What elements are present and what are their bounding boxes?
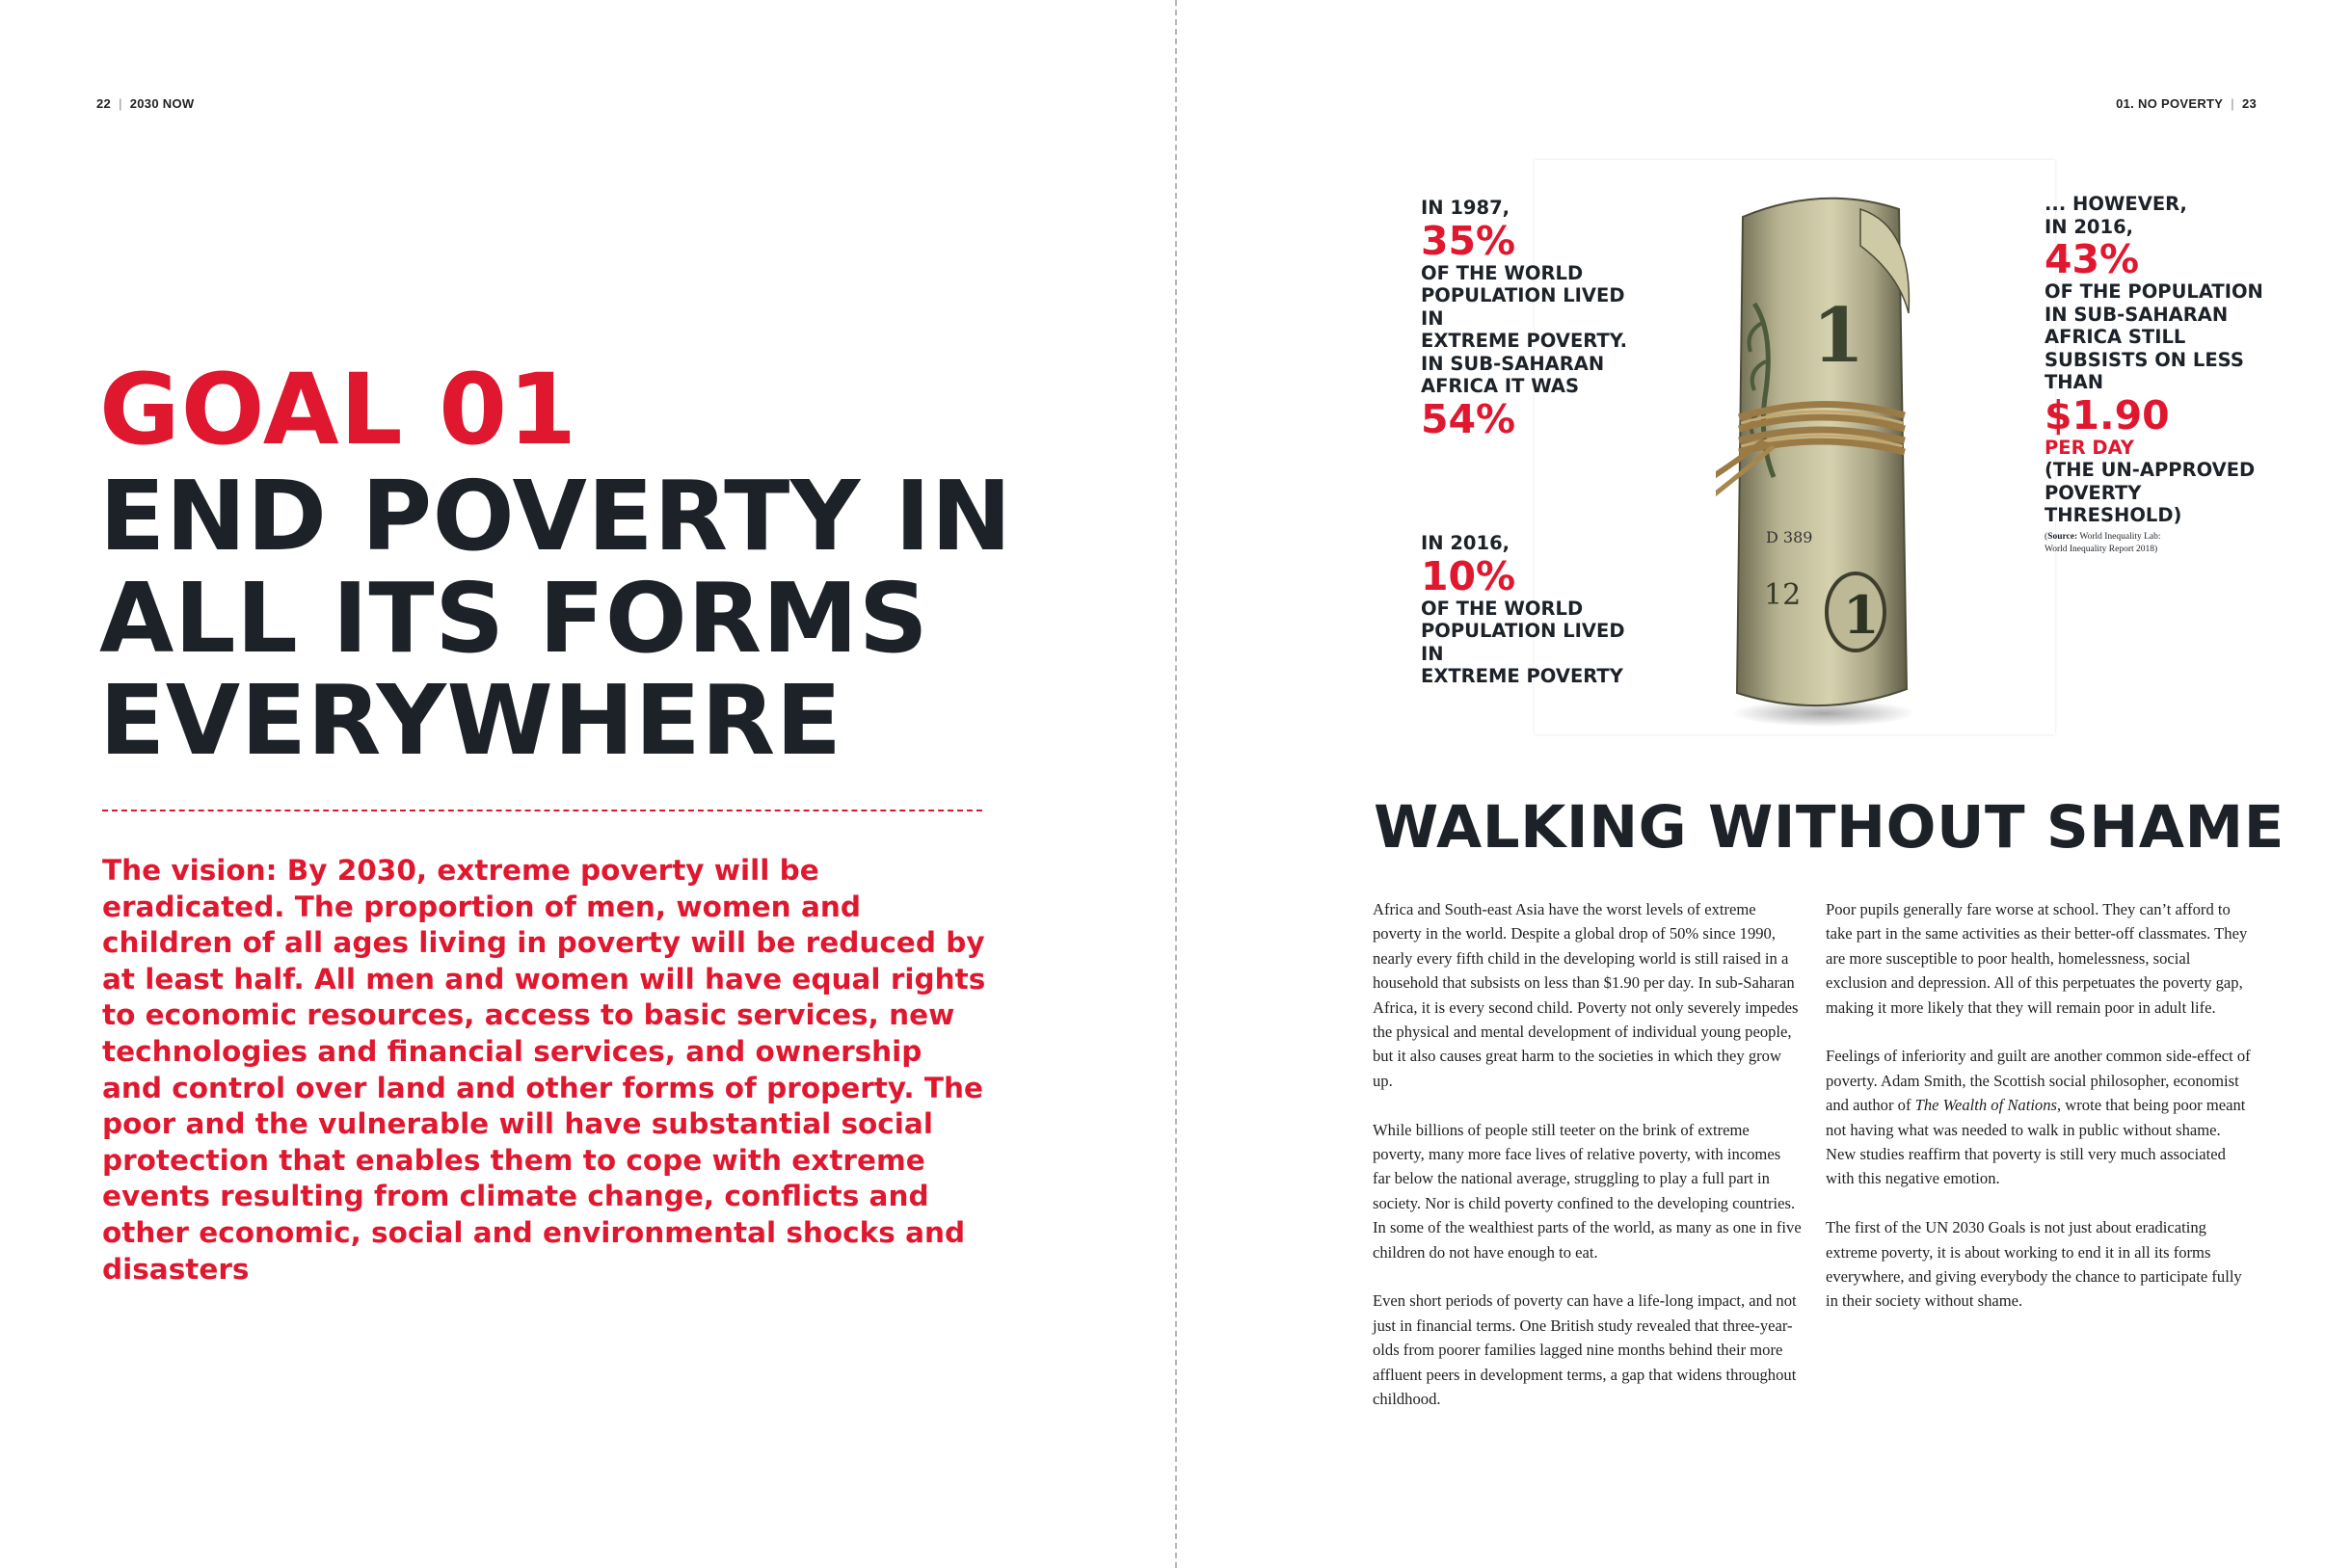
publication-title: 2030 NOW <box>129 96 195 111</box>
source-line: World Inequality Lab: <box>2077 531 2161 542</box>
article-paragraph <box>1826 1044 2255 1190</box>
fact-line: POPULATION LIVED IN <box>1421 620 1625 665</box>
folio-left <box>96 96 194 111</box>
article-paragraph: Poor pupils generally fare worse at school. They can’t afford to take part in the same activities as their better-off classmates. They are more susceptible to poor health, homelessness, social exclusion and depression. All of this perpetuates the poverty gap, making it more likely that they will remain poor in adult life. <box>1826 900 2248 1017</box>
goal-title <box>99 460 1025 777</box>
vision-statement: The vision: By 2030, extreme poverty will be eradicated. The proportion of men, women and children of all ages living in poverty will be reduced by at least half. All men and women will have equal rights to economic resources, access to basic services, new technologies and financial services, and ownership and control over land and other forms of property. The poor and the vulnerable will have substantial social protection that enables them to cope with extreme events resulting from climate change, conflicts and other economic, social and environmental shocks and disasters <box>102 854 986 1286</box>
fact-line: SUBSISTS ON LESS <box>2045 348 2244 371</box>
page-number-left: 22 <box>96 96 112 111</box>
book-title: The Wealth of Nations <box>1914 1096 2057 1115</box>
article-paragraph: While billions of people still teeter on the brink of extreme poverty, many more face lives of relative poverty, with incomes far below the national average, struggling to play a full part in society. Nor is child poverty confined to the developing countries. In some of the wealthiest parts of the world, as many as one in five children do not have enough to eat. <box>1373 1120 1802 1262</box>
fact-line: (THE UN-APPROVED <box>2045 459 2256 481</box>
paragraph-text: , wrote that being poor meant not having what was needed to walk in public without shame. New studies reaffirm that poverty is still very much associated with this negative emotion. <box>1826 1096 2246 1188</box>
goal-title-line: END POVERTY IN <box>99 460 1012 572</box>
page-number-right: 23 <box>2241 96 2257 111</box>
section-name: 01. NO POVERTY <box>2116 96 2224 111</box>
fact-value: 43% <box>2045 236 2140 282</box>
article-title: WALKING WITHOUT SHAME <box>1374 793 2285 862</box>
goal-title-line: EVERYWHERE <box>99 664 842 777</box>
folio-separator: | <box>2231 96 2234 111</box>
paragraph-text: Feelings of inferiority and guilt are another common side-effect of poverty. Adam Smith, the Scottish social philosopher, economist and author of <box>1826 1047 2251 1115</box>
folio-separator: | <box>119 96 122 111</box>
fact-value: 54% <box>1421 395 1516 442</box>
fact-source: (Source: World Inequality Lab: World Inequality Report 2018) <box>2045 531 2161 554</box>
fact-line: IN SUB-SAHARAN <box>1421 352 1605 375</box>
fact-value: 35% <box>1421 217 1516 264</box>
fact-intro: ... HOWEVER, <box>2045 193 2187 215</box>
fact-line: POPULATION LIVED IN <box>1421 284 1625 330</box>
source-line: World Inequality Report 2018) <box>2045 544 2158 554</box>
fact-line: OF THE WORLD <box>1421 597 1584 620</box>
article-paragraph: Africa and South-east Asia have the worst levels of extreme poverty in the world. Despite a global drop of 50% since 1990, nearly every fifth child in the developing world is still raised in a household that subsists on less than $1.90 per day. In sub-Saharan Africa, it is every second child. Poverty not only severely impedes the physical and mental development of individual young people, but it also causes great harm to the societies in which they grow up. <box>1373 900 1799 1090</box>
fact-line: IN SUB-SAHARAN <box>2045 303 2229 326</box>
fact-intro: IN 2016, <box>1421 532 1510 554</box>
article-column-left <box>1373 897 1802 1436</box>
fact-intro: IN 1987, <box>1421 197 1510 219</box>
fact-line: EXTREME POVERTY. <box>1421 330 1628 352</box>
spread-gutter-divider <box>1175 0 1177 1568</box>
bill-serial: D 389 <box>1766 528 1813 546</box>
fact-line: THAN <box>2045 371 2104 393</box>
goal-title-line: ALL ITS FORMS <box>99 562 929 675</box>
article-column-right <box>1826 897 2255 1338</box>
bill-corner-numeral: 1 <box>1843 584 1880 646</box>
fact-line: EXTREME POVERTY <box>1421 665 1623 687</box>
fact-however-2016 <box>2045 193 2276 556</box>
goal-label: GOAL 01 <box>99 353 578 467</box>
article-paragraph: Even short periods of poverty can have a life-long impact, and not just in financial terms. One British study revealed that three-year-olds from poorer families lagged nine months behind their more affluent peers in development terms, a gap that widens throughout childhood. <box>1373 1291 1797 1409</box>
fact-line: OF THE POPULATION <box>2045 280 2263 303</box>
dashed-divider <box>102 810 982 811</box>
fact-value: 10% <box>1421 552 1516 599</box>
fact-2016 <box>1421 532 1652 688</box>
source-label: Source: <box>2047 531 2078 542</box>
fact-per-day: PER DAY <box>2045 436 2134 459</box>
rolled-dollar-bill-image <box>1716 188 1928 728</box>
article-paragraph: The first of the UN 2030 Goals is not just about eradicating extreme poverty, it is about working to end it in all its forms everywhere, and giving everybody the chance to participate fully in their society without shame. <box>1826 1218 2242 1311</box>
fact-intro: IN 2016, <box>2045 215 2134 238</box>
fact-line: AFRICA STILL <box>2045 326 2186 348</box>
fact-line: OF THE WORLD <box>1421 261 1584 284</box>
fact-value: $1.90 <box>2045 391 2170 439</box>
fact-line: AFRICA IT WAS <box>1421 375 1579 397</box>
bill-numeral: 1 <box>1812 292 1865 380</box>
bill-plate-number: 12 <box>1764 578 1802 612</box>
fact-line: POVERTY THRESHOLD) <box>2045 481 2182 526</box>
folio-right <box>2116 96 2257 111</box>
fact-1987 <box>1421 197 1652 440</box>
